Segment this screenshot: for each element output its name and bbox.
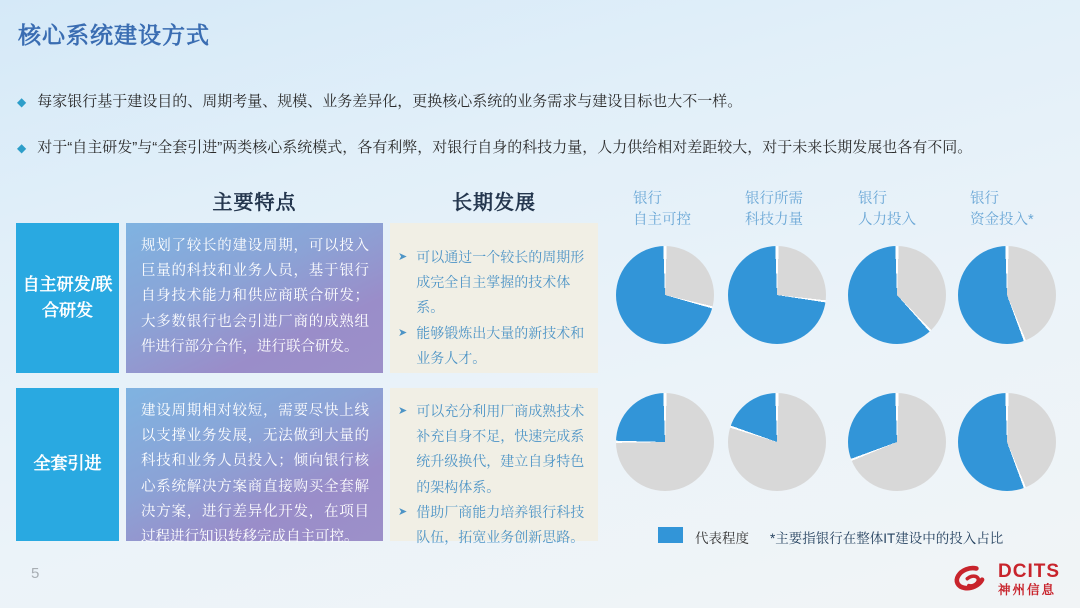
legend-label: 代表程度	[695, 531, 749, 546]
legend-color-swatch	[658, 527, 683, 543]
row-label-self-developed: 自主研发/联合研发	[16, 223, 119, 373]
chart-footnote: *主要指银行在整体IT建设中的投入占比	[770, 531, 1004, 546]
arrow-bullet-icon: ➤	[398, 405, 408, 417]
longterm-text: 借助厂商能力培养银行科技队伍，拓宽业务创新思路。	[416, 503, 585, 545]
pie-chart-row2-funding	[958, 393, 1056, 491]
pie-chart-row1-funding	[958, 246, 1056, 344]
pie-chart-row2-manpower	[848, 393, 946, 491]
bullet-text: 每家银行基于建设目的、周期考量、规模、业务差异化，更换核心系统的业务需求与建设目标也大不一样。	[37, 93, 743, 110]
bullet-item	[17, 92, 1057, 112]
dcits-swirl-icon	[951, 564, 991, 596]
longterm-text: 能够锻炼出大量的新技术和业务人才。	[416, 324, 585, 366]
feature-text-full-import: 建设周期相对较短，需要尽快上线以支撑业务发展，无法做到大量的科技和业务人员投入；倾向银行核心系统解决方案商直接购买全套解决方案，进行差异化开发，在项目过程进行知识转移完成自主可控。	[126, 388, 383, 541]
column-header-longterm: 长期发展	[452, 192, 536, 214]
longterm-item	[398, 321, 588, 371]
bullet-text: 对于“自主研发”与“全套引进”两类核心系统模式，各有利弊，对银行自身的科技力量，人力供给相对差距较大，对于未来长期发展也各有不同。	[37, 139, 973, 156]
longterm-text: 可以通过一个较长的周期形成完全自主掌握的技术体系。	[416, 249, 585, 316]
logo-text	[998, 562, 1060, 598]
pie-chart-row2-tech	[728, 393, 826, 491]
bullet-item	[17, 138, 1057, 158]
arrow-bullet-icon: ➤	[398, 251, 408, 263]
pie-column-header-funding: 银行 资金投入*	[970, 191, 1034, 229]
diamond-bullet-icon: ◆	[17, 141, 27, 155]
logo-cn: 神州信息	[998, 583, 1057, 597]
longterm-box-self-developed	[390, 223, 598, 373]
pie-chart-row2-autonomy	[616, 393, 714, 491]
pie-column-header-tech: 银行所需 科技力量	[745, 191, 803, 229]
row-label-full-import: 全套引进	[16, 388, 119, 541]
column-header-features: 主要特点	[212, 192, 297, 214]
page-number: 5	[31, 565, 40, 582]
diamond-bullet-icon: ◆	[17, 95, 27, 109]
pie-column-header-autonomy: 银行 自主可控	[633, 191, 691, 229]
pie-chart-row1-manpower	[848, 246, 946, 344]
pie-chart-row1-autonomy	[616, 246, 714, 344]
arrow-bullet-icon: ➤	[398, 326, 408, 339]
feature-text-self-developed: 规划了较长的建设周期，可以投入巨量的科技和业务人员，基于银行自身技术能力和供应商联合研发；大多数银行也会引进厂商的成熟组件进行部分合作，进行联合研发。	[126, 223, 383, 373]
longterm-text: 可以充分利用厂商成熟技术补充自身不足，快速完成系统升级换代，建立自身特色的架构体系。	[416, 403, 585, 495]
longterm-box-full-import	[390, 388, 598, 545]
longterm-item	[398, 399, 588, 500]
pie-chart-row1-tech	[728, 246, 826, 344]
pie-column-header-manpower: 银行 人力投入	[858, 191, 916, 229]
longterm-item	[398, 245, 588, 321]
longterm-item	[398, 500, 588, 550]
logo-en: DCITS	[998, 561, 1060, 582]
arrow-bullet-icon: ➤	[398, 505, 408, 518]
company-logo	[951, 562, 1060, 598]
page-title: 核心系统建设方式	[18, 22, 210, 48]
